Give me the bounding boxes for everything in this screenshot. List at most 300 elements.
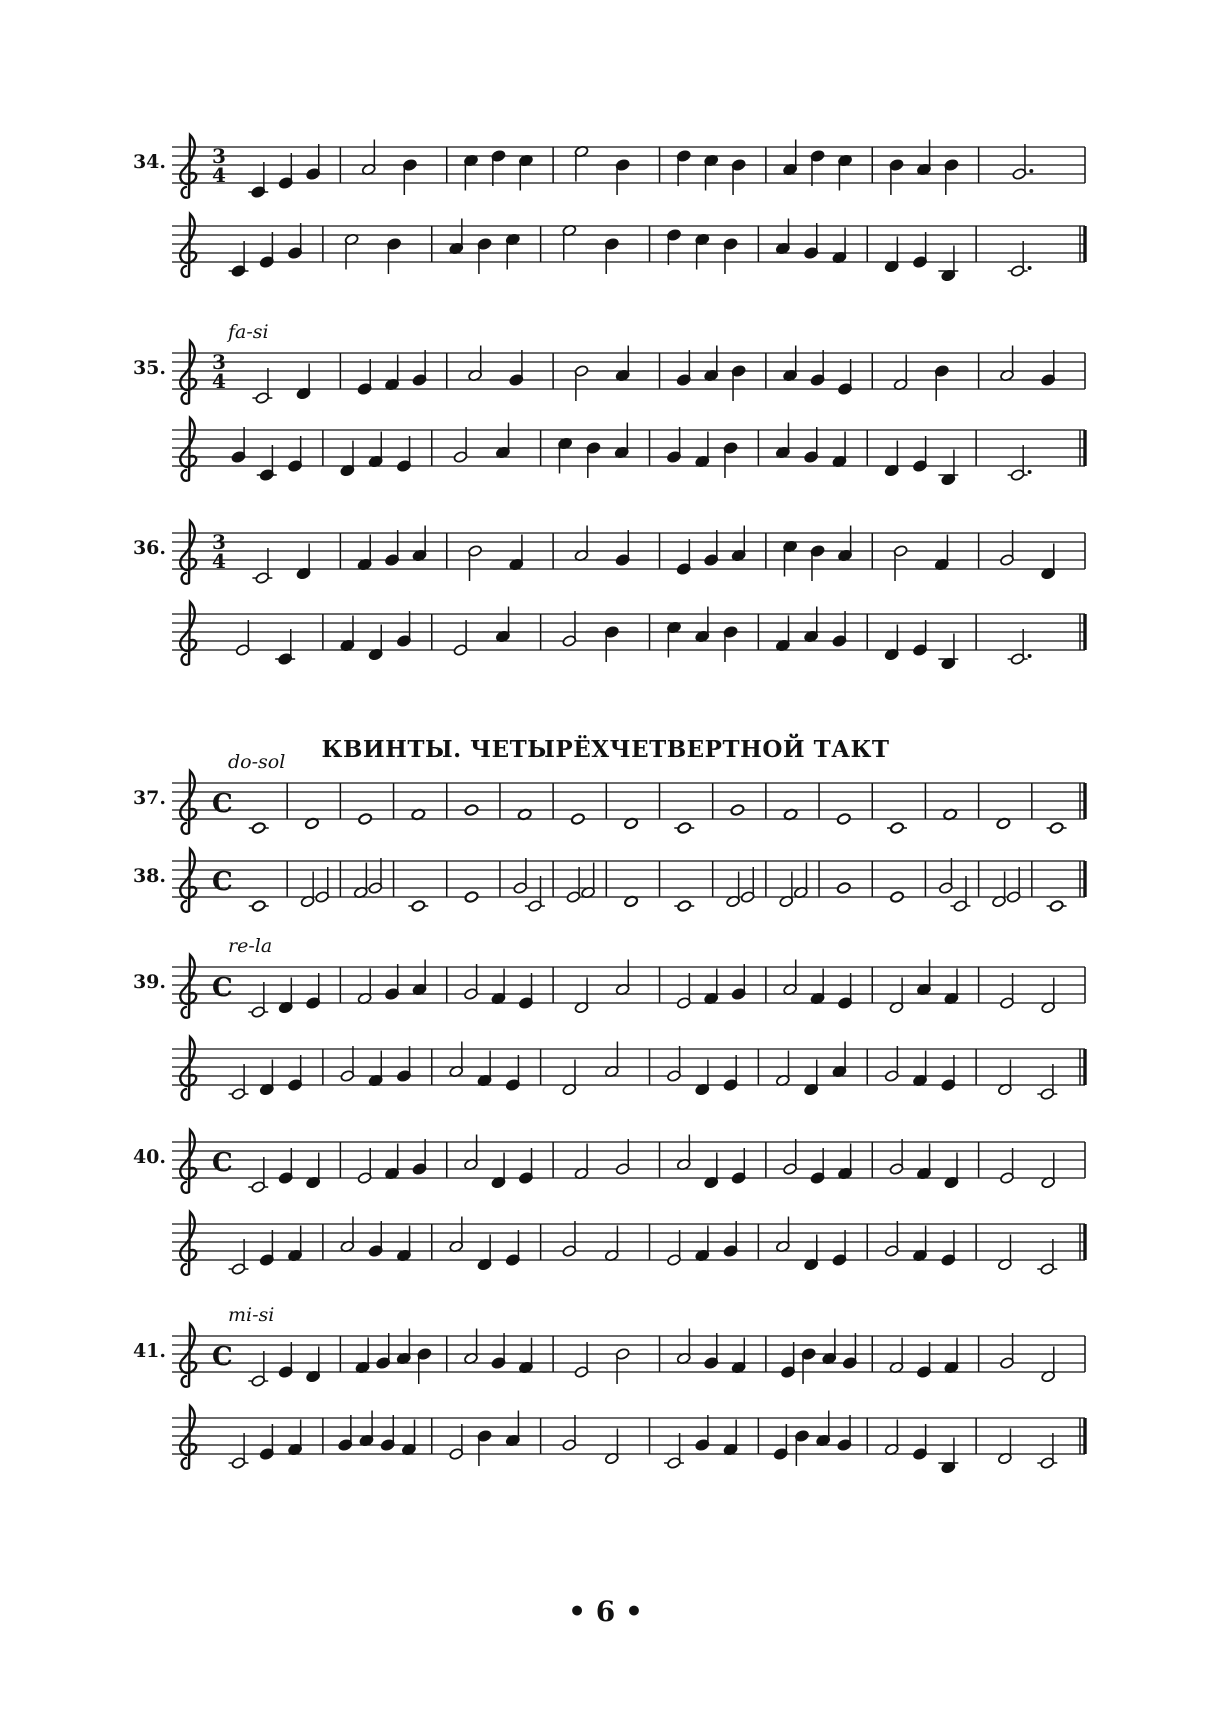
note [417,1348,432,1384]
exercise-number: 38. [132,865,166,887]
note [884,441,899,477]
page-number: • 6 • [568,1595,643,1628]
note [380,1415,395,1451]
note [676,1329,691,1365]
note [723,1420,738,1456]
solfege-syllables: re-la [228,935,273,957]
note [228,1239,248,1275]
note [810,969,825,1005]
time-signature-bottom: 4 [212,369,226,393]
note [496,423,511,459]
solfege-syllables: fa-si [228,321,269,343]
note [359,1411,374,1447]
note [558,437,573,473]
note [615,1139,630,1175]
note [938,858,953,894]
note [249,900,269,913]
note [248,162,268,198]
note [306,973,321,1009]
note [505,1055,520,1091]
common-time-icon: C [212,1148,233,1178]
note [477,1430,492,1466]
note [288,1226,303,1262]
note [1041,544,1056,580]
note [1000,346,1015,382]
note [704,154,719,190]
treble-clef-icon [180,849,196,912]
treble-clef-icon [180,1037,196,1100]
note [296,364,311,400]
note [695,1226,710,1262]
note [884,1046,899,1082]
note [1041,1347,1056,1383]
note [776,219,791,255]
note [248,1157,268,1193]
note [604,1429,619,1465]
note [562,611,577,647]
staff-system [172,341,1085,404]
note [412,526,427,562]
note [259,1424,274,1460]
note [832,1230,847,1266]
note [795,1430,810,1466]
note [464,1329,479,1365]
note [344,233,359,269]
note [615,346,630,382]
treble-clef-icon [180,521,196,584]
note [368,858,383,894]
note [412,1139,427,1175]
note [838,1144,853,1180]
note [723,626,738,662]
note [832,432,847,468]
note [676,350,691,386]
note [695,607,710,643]
note [726,872,741,908]
note [695,233,710,269]
note [574,365,589,401]
note [731,1148,746,1184]
note [509,350,524,386]
note [574,526,589,562]
note [804,1060,819,1096]
note [997,1429,1012,1465]
note [944,969,959,1005]
note [810,350,825,386]
treble-clef-icon [180,1324,196,1387]
note [838,973,853,1009]
note [519,154,534,190]
note [783,346,798,382]
staff-system [172,1037,1085,1100]
staff-system [172,135,1085,198]
note [667,229,682,265]
note [248,982,268,1018]
note [884,625,899,661]
note [525,876,545,912]
note [842,1333,857,1369]
note [832,1042,847,1078]
note [887,822,907,835]
section-heading: КВИНТЫ. ЧЕТЫРЁХЧЕТВЕРТНОЙ ТАКТ [321,736,890,763]
note [731,526,746,562]
note [773,1424,788,1460]
note [1041,350,1056,386]
note [397,1046,412,1082]
note [357,535,372,571]
note [464,154,479,190]
note [491,1333,506,1369]
note [889,978,904,1014]
note [1008,629,1032,665]
note [566,867,581,903]
note [776,616,791,652]
staff-system [172,1212,1085,1275]
note [723,1221,738,1257]
note [449,219,464,255]
treble-clef-icon [180,1212,196,1275]
note [676,1135,691,1171]
note [615,1348,630,1384]
note [783,960,798,996]
note [676,150,691,186]
note [228,1064,248,1100]
note [562,1060,577,1096]
note [704,530,719,566]
note [562,224,577,260]
note [300,872,315,908]
note [674,900,694,913]
note [615,530,630,566]
staff-system [172,1406,1085,1474]
note [338,1415,353,1451]
note [468,346,483,382]
note [1012,144,1033,180]
solfege-syllables: do-sol [228,751,286,773]
staff-system [172,602,1085,670]
note [278,1342,293,1378]
note [664,1433,684,1469]
note [938,450,958,486]
note [288,1420,303,1456]
note [519,973,534,1009]
note [917,1342,932,1378]
note [704,1333,719,1369]
common-time-icon: C [212,973,233,1003]
note [1037,1433,1057,1469]
note [804,1235,819,1271]
note [477,1051,492,1087]
note [941,1230,956,1266]
note [376,1333,391,1369]
note [259,232,274,268]
note [412,350,427,386]
note [934,535,949,571]
note [917,960,932,996]
note [574,1144,589,1180]
note [385,355,400,391]
note [1047,900,1067,913]
note [464,804,479,817]
note [396,1329,411,1365]
note [801,1348,816,1384]
note [340,441,355,477]
note [562,1415,577,1451]
staff-system [172,955,1085,1018]
note [491,1153,506,1189]
note [1008,445,1032,481]
note [704,1153,719,1189]
note [793,863,808,899]
note [779,872,794,908]
note [453,620,468,656]
note [403,159,418,195]
note [340,616,355,652]
note [913,1051,928,1087]
note [275,629,295,665]
exercise-number: 34. [132,151,166,173]
note [913,1424,928,1460]
note [464,1135,479,1171]
note [581,863,596,899]
note [838,526,853,562]
note [385,530,400,566]
note [385,1144,400,1180]
note [387,238,402,274]
note [731,1338,746,1374]
note [491,150,506,186]
note [252,548,272,584]
note [667,1046,682,1082]
note [781,1342,796,1378]
note [477,238,492,274]
staff-system [172,214,1085,282]
note [884,1420,899,1456]
note [402,1420,417,1456]
note [810,1148,825,1184]
note [340,1046,355,1082]
note [695,1060,710,1096]
note [917,140,932,176]
treble-clef-icon [180,602,196,665]
note [913,620,928,656]
note [257,445,277,481]
note [604,1226,619,1262]
note [704,969,719,1005]
treble-clef-icon [180,214,196,277]
note [505,233,520,269]
note [836,813,851,826]
note [513,858,528,894]
note [1037,1239,1057,1275]
note [368,625,383,661]
note [667,427,682,463]
note [740,867,755,903]
note [731,964,746,1000]
note [228,1433,248,1469]
staff-system [172,771,1085,834]
treble-clef-icon [180,771,196,834]
note [723,238,738,274]
note [1000,973,1015,1009]
note [449,1217,464,1253]
note [1008,241,1032,277]
note [913,436,928,472]
note [464,891,479,904]
treble-clef-icon [180,341,196,404]
note [571,813,586,826]
note [893,355,908,391]
note [913,1226,928,1262]
note [259,1230,274,1266]
note [1041,1153,1056,1189]
note [228,241,248,277]
note [674,822,694,835]
treble-clef-icon [180,955,196,1018]
note [296,544,311,580]
note [288,436,303,472]
note [340,1217,355,1253]
exercise-number: 40. [132,1146,166,1168]
staff-system [172,849,1085,912]
note [412,960,427,996]
common-time-icon: C [212,867,233,897]
staff-system [172,1324,1085,1387]
note [992,872,1007,908]
note [464,964,479,1000]
note [259,1060,274,1096]
note [837,1415,852,1451]
note [574,978,589,1014]
note [288,223,303,259]
time-signature-bottom: 4 [212,549,226,573]
note [695,1415,710,1451]
note [723,442,738,478]
note [496,607,511,643]
note [519,1338,534,1374]
note [397,436,412,472]
note [477,1235,492,1271]
note [397,611,412,647]
note [731,159,746,195]
note [667,1230,682,1266]
note [1047,822,1067,835]
note [804,427,819,463]
note [776,423,791,459]
note [574,1342,589,1378]
note [838,154,853,190]
note [368,432,383,468]
exercise-number: 41. [132,1340,166,1362]
common-time-icon: C [212,1342,233,1372]
staff-system [172,521,1085,584]
note [491,969,506,1005]
treble-clef-icon [180,418,196,481]
note [358,813,373,826]
note [604,626,619,662]
note [519,1148,534,1184]
note [822,1329,837,1365]
note [231,427,246,463]
note [615,960,630,996]
note [695,432,710,468]
note [667,621,682,657]
note [884,237,899,273]
note [449,1042,464,1078]
note [505,1230,520,1266]
note [368,1051,383,1087]
note [730,804,745,817]
note [783,1139,798,1175]
note [235,620,250,656]
note [306,1347,321,1383]
treble-clef-icon [180,1406,196,1469]
note [944,1338,959,1374]
note [890,891,905,904]
note [938,1438,958,1474]
note [449,1424,464,1460]
note [783,540,798,576]
note [832,611,847,647]
note [278,1148,293,1184]
note [361,140,376,176]
note [816,1411,831,1447]
time-signature-top: 3 [212,350,226,374]
note [810,150,825,186]
note [604,1042,619,1078]
note [704,346,719,382]
note [783,140,798,176]
note [997,1060,1012,1096]
note [306,144,321,180]
note [408,900,428,913]
note [562,1221,577,1257]
treble-clef-icon [180,135,196,198]
note [453,427,468,463]
note [278,153,293,189]
note [574,145,589,181]
note [832,228,847,264]
note [941,1055,956,1091]
note [614,423,629,459]
note [913,232,928,268]
note [944,159,959,195]
note [249,822,269,835]
note [306,1153,321,1189]
note [385,964,400,1000]
note [252,368,272,404]
note [1006,867,1021,903]
exercise-number: 36. [132,537,166,559]
note [357,1148,372,1184]
staff-system [172,1130,1085,1193]
note [944,1153,959,1189]
note [509,535,524,571]
note [288,1055,303,1091]
note [615,159,630,195]
note [357,969,372,1005]
note [934,365,949,401]
solfege-syllables: mi-si [228,1304,275,1326]
note [1041,978,1056,1014]
note [731,365,746,401]
note [810,545,825,581]
exercise-number: 35. [132,357,166,379]
note [804,607,819,643]
time-signature-bottom: 4 [212,163,226,187]
note [676,539,691,575]
exercise-number: 39. [132,971,166,993]
